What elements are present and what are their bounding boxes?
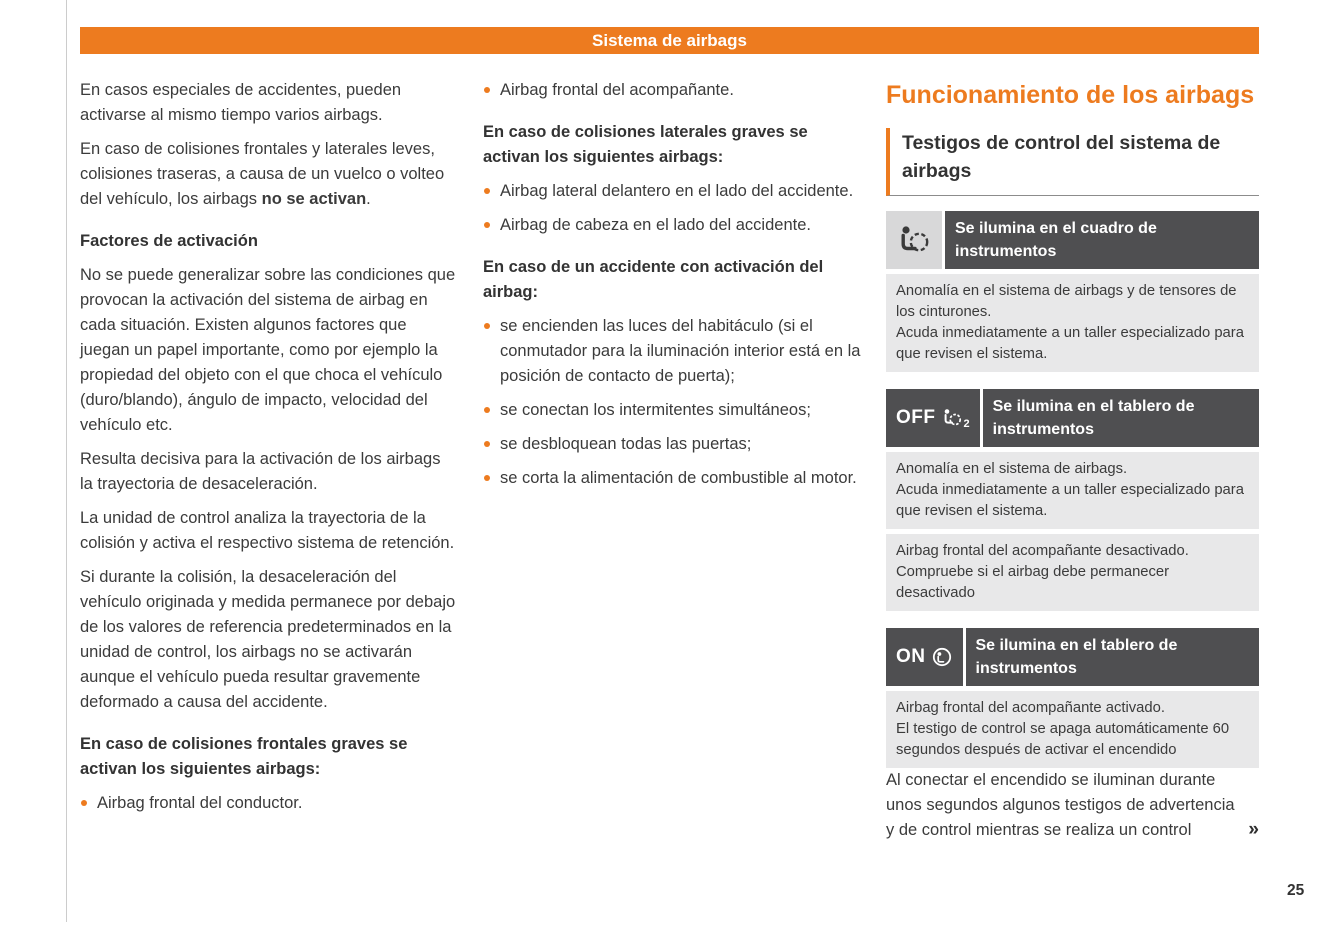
indicator-header-text: Se ilumina en el cuadro de instrumentos <box>945 211 1259 269</box>
passenger-airbag-off-indicator <box>886 389 980 447</box>
paragraph: Resulta decisiva para la activación de los airbags la trayectoria de desaceleración. <box>80 450 441 493</box>
list-item <box>483 179 861 204</box>
list-item-text: se desbloquean todas las puertas; <box>500 435 752 453</box>
list-item-text: se encienden las luces del habitáculo (si el conmutador para la iluminación interior está en la posición de contacto de puerta); <box>500 317 861 385</box>
list-item <box>483 314 861 389</box>
list-item <box>80 791 456 816</box>
indicator-description <box>886 691 1259 768</box>
passenger-airbag-icon <box>941 407 963 429</box>
paragraph-text: En caso de colisiones frontales y laterales leves, colisiones traseras, a causa de un vuelco o volteo del vehículo, los airbags <box>80 140 445 208</box>
list-item <box>483 213 861 238</box>
subheading-frontal-collisions: En caso de colisiones frontales graves se activan los siguientes airbags: <box>80 735 408 778</box>
paragraph: No se puede generalizar sobre las condiciones que provocan la activación del sistema de airbag en cada situación. Existen algunos factores que juegan un papel importante, como por ejemplo la propiedad del objeto con el que choca el vehículo (duro/blando), ángulo de impacto, velocidad del vehículo etc. <box>80 266 456 434</box>
description-line: Airbag frontal del acompañante desactivado. <box>896 543 1189 559</box>
closing-paragraph <box>886 768 1259 843</box>
list-item-text: se conectan los intermitentes simultáneos; <box>500 401 811 419</box>
closing-text: Al conectar el encendido se iluminan durante unos segundos algunos testigos de advertencia y de control mientras se realiza un control <box>886 771 1235 839</box>
column-left <box>80 78 456 825</box>
indicator-header-text: Se ilumina en el tablero de instrumentos <box>983 389 1259 447</box>
column-middle <box>483 78 861 500</box>
paragraph-text: . <box>366 190 371 208</box>
list-item-text: Airbag frontal del acompañante. <box>500 81 734 99</box>
subheading-airbag-activation: En caso de un accidente con activación del airbag: <box>483 258 824 301</box>
list-item-text: Airbag de cabeza en el lado del accidente. <box>500 216 811 234</box>
description-line: Airbag frontal del acompañante activado. <box>896 700 1165 716</box>
passenger-airbag-on-indicator <box>886 628 963 686</box>
indicator-state-label: ON <box>896 646 926 667</box>
description-line: El testigo de control se apaga automáticamente 60 segundos después de activar el encendido <box>896 721 1230 758</box>
subheading-lateral-collisions: En caso de colisiones laterales graves se activan los siguientes airbags: <box>483 123 808 166</box>
indicator-subscript: 2 <box>963 418 970 430</box>
indicator-description <box>886 274 1259 372</box>
indicator-row-airbag-warning <box>886 211 1259 269</box>
paragraph: En casos especiales de accidentes, pueden activarse al mismo tiempo varios airbags. <box>80 81 402 124</box>
description-line: Anomalía en el sistema de airbags y de tensores de los cinturones. <box>896 283 1237 320</box>
chapter-header-bar <box>80 27 1259 54</box>
description-line: Anomalía en el sistema de airbags. <box>896 461 1128 477</box>
indicator-row-passenger-airbag-off <box>886 389 1259 447</box>
passenger-airbag-icon <box>931 646 953 668</box>
list-item <box>483 78 861 103</box>
list-item-text: se corta la alimentación de combustible al motor. <box>500 469 857 487</box>
indicator-description <box>886 452 1259 529</box>
chapter-title: Sistema de airbags <box>592 31 747 50</box>
page-number: 25 <box>1287 882 1305 899</box>
indicator-description <box>886 534 1259 611</box>
indicator-header-text: Se ilumina en el tablero de instrumentos <box>966 628 1260 686</box>
description-line: Acuda inmediatamente a un taller especializado para que revisen el sistema. <box>896 482 1244 519</box>
list-item-text: Airbag lateral delantero en el lado del accidente. <box>500 182 854 200</box>
page-edge-line <box>66 0 67 922</box>
list-item <box>483 466 861 491</box>
emphasis-text: no se activan <box>261 190 367 208</box>
section-main-title: Funcionamiento de los airbags <box>886 81 1255 109</box>
list-item-text: Airbag frontal del conductor. <box>97 794 303 812</box>
continuation-mark: » <box>1248 819 1259 840</box>
airbag-warning-icon <box>886 211 942 269</box>
list-item <box>483 432 861 457</box>
paragraph: La unidad de control analiza la trayectoria de la colisión y activa el respectivo sistema de retención. <box>80 509 455 552</box>
column-right <box>886 78 1259 852</box>
subheading-activation-factors: Factores de activación <box>80 232 258 250</box>
paragraph: Si durante la colisión, la desaceleración del vehículo originada y medida permanece por debajo de los valores de referencia predeterminados en la unidad de control, los airbags no se activarán aunque el vehículo pueda resultar gravemente deformado a causa del accidente. <box>80 568 456 711</box>
section-subtitle: Testigos de control del sistema de airbags <box>886 128 1259 196</box>
list-item <box>483 398 861 423</box>
indicator-state-label: OFF <box>896 407 936 428</box>
paragraph <box>80 137 456 212</box>
indicator-row-passenger-airbag-on <box>886 628 1259 686</box>
description-line: Compruebe si el airbag debe permanecer desactivado <box>896 564 1170 601</box>
description-line: Acuda inmediatamente a un taller especializado para que revisen el sistema. <box>896 325 1244 362</box>
